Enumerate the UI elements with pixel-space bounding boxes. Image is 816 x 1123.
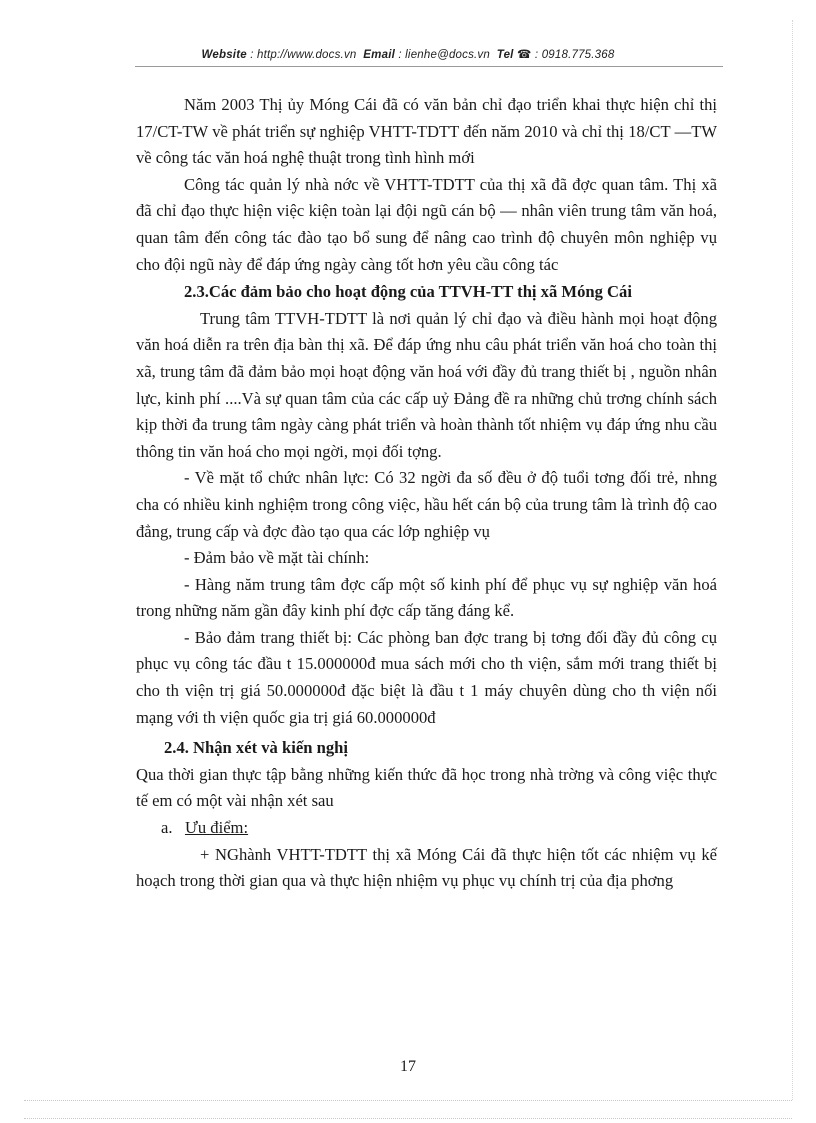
paragraph-3: Trung tâm TTVH-TDTT là nơi quản lý chỉ đạo và điều hành mọi hoạt động văn hoá diễn ra trên địa bàn thị xã. Để đáp ứng nhu câu phát triển văn hoá cho toàn thị xã, trung tâm đã đảm bảo mọi hoạt động văn hoá với đầy đủ trang thiết bị , nguồn nhân lực, kinh phí ....Và sự quan tâm của các cấp uỷ Đảng đề ra những chủ trơng chính sách kịp thời đa trung tâm ngày càng phát triển và hoàn thành tốt nhiệm vụ đáp ứng nhu cầu thông tin văn hoá cho mọi ngời, mọi đối tợng. [136,308,717,461]
paragraph-2: Công tác quản lý nhà nớc về VHTT-TDTT của thị xã đã đợc quan tâm. Thị xã đã chỉ đạo thực hiện việc kiện toàn lại đội ngũ cán bộ — nhân viên trung tâm văn hoá, quan tâm đến công tác đào tạo bổ sung để nâng cao trình độ chuyên môn nghiệp vụ cho đội ngũ này để đáp ứng ngày càng tốt hơn yêu cầu công tác [136,174,717,274]
page-header [0,47,816,61]
section-heading-2-3: 2.3.Các đảm bảo cho hoạt động của TTVH-TT thị xã Móng Cái [184,282,632,302]
tel-value: : 0918.775.368 [534,49,615,61]
tel-label: Tel ☎ [496,49,532,61]
footer-guide-line [24,1118,792,1119]
email-value: : lienhe@docs.vn [398,49,490,61]
sub-heading-marker: a. [161,818,173,838]
email-label: Email [363,49,395,61]
paragraph-5: - Đảm bảo về mặt tài chính: [184,548,370,568]
footer-guide-line [24,1100,792,1101]
section-heading-2-4: 2.4. Nhận xét và kiến nghị [164,738,348,758]
paragraph-7: - Bảo đảm trang thiết bị: Các phòng ban đợc trang bị tơng đối đầy đủ công cụ phục vụ công tác đầu t 15.000000đ mua sách mới cho th viện, sắm mới trang thiết bị cho th viện trị giá 50.000000đ đặc biệt là đầu t 1 máy chuyên dùng cho th viện nối mạng với th viện quốc gia trị giá 60.000000đ [136,627,717,727]
website-label: Website [201,49,247,61]
right-margin-guide [792,20,793,1100]
paragraph-6: - Hàng năm trung tâm đợc cấp một số kinh phí để phục vụ sự nghiệp văn hoá trong những năm gần đây kinh phí đợc cấp tăng đáng kể. [136,574,717,621]
paragraph-9: + NGhành VHTT-TDTT thị xã Móng Cái đã thực hiện tốt các nhiệm vụ kế hoạch trong thời gian qua và thực hiện nhiệm vụ phục vụ chính trị của địa phơng [136,844,717,891]
paragraph-8: Qua thời gian thực tập bằng những kiến thức đã học trong nhà trờng và công việc thực tế em có một vài nhận xét sau [136,764,717,811]
document-body [136,92,717,895]
sub-heading-label: Ưu điểm: [184,818,249,838]
paragraph-1: Năm 2003 Thị ủy Móng Cái đã có văn bản chỉ đạo triển khai thực hiện chỉ thị 17/CT-TW về phát triển sự nghiệp VHTT-TDTT đến năm 2010 và chỉ thị 18/CT —TW về công tác văn hoá nghệ thuật trong tình hình mới [136,95,717,168]
website-value: : http://www.docs.vn [250,49,357,61]
header-divider [135,66,723,67]
paragraph-4: - Về mặt tổ chức nhân lực: Có 32 ngời đa số đều ở độ tuổi tơng đối trẻ, nhng cha có nhiều kinh nghiệm trong công việc, hầu hết cán bộ của trung tâm là trình độ cao đẳng, trung cấp và đợc đào tạo qua các lớp nghiệp vụ [136,468,717,541]
sub-heading-a [136,815,717,842]
page-number: 17 [400,1058,416,1075]
